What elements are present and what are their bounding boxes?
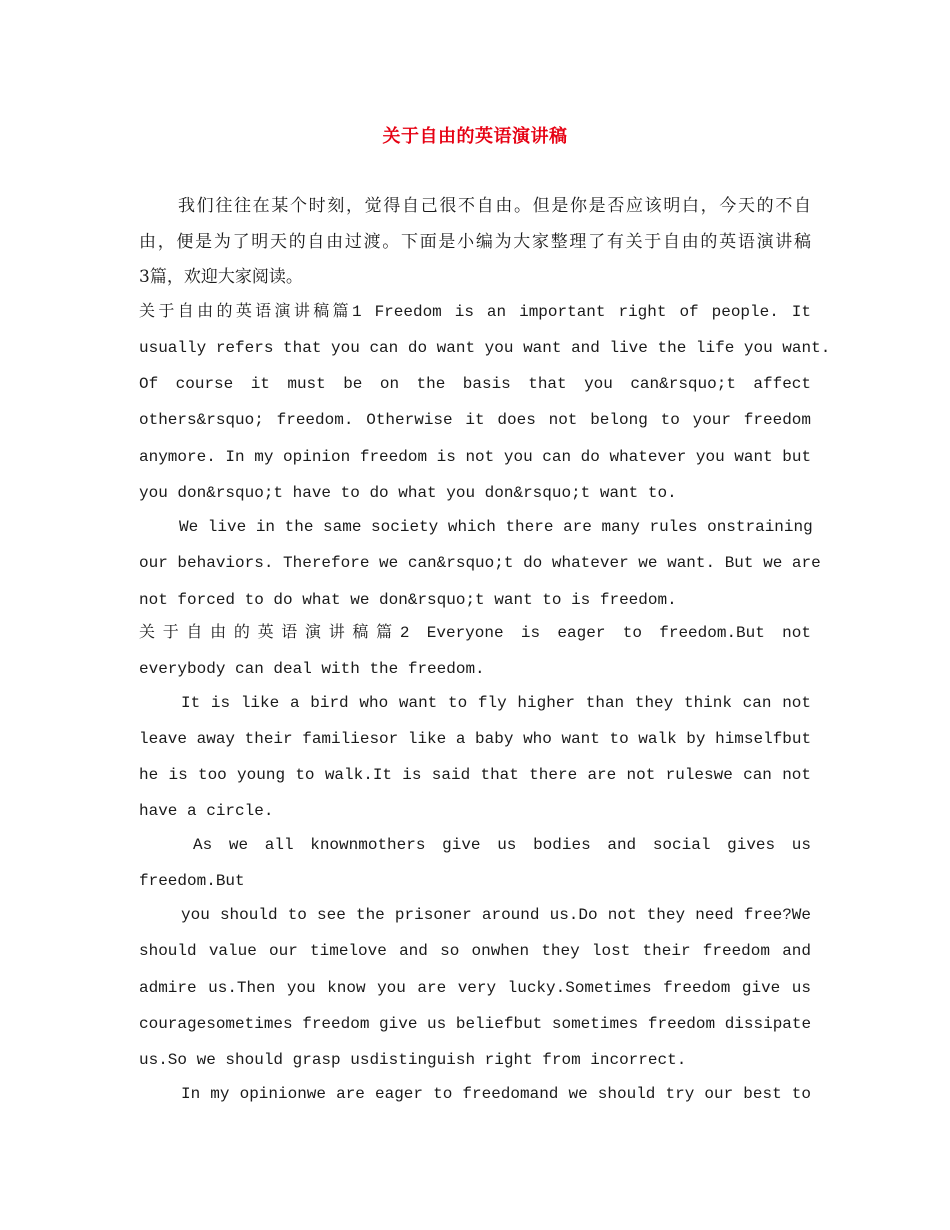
- speech-1-line: you don&rsquo;t have to do what you don&rsquo;t want to.: [139, 484, 677, 502]
- intro-line-3: 3篇，欢迎大家阅读。: [139, 267, 303, 287]
- speech-2-para-4-line: couragesometimes freedom give us beliefbut sometimes freedom dissipate: [139, 1015, 812, 1033]
- speech-2-para-2-line: leave away their familiesor like a baby who want to walk by himselfbut: [139, 730, 812, 748]
- speech-2-para-5-line: In my opinionwe are eager to freedomand we should try our best to: [181, 1085, 811, 1103]
- speech-2-para-4-line: us.So we should grasp usdistinguish right from incorrect.: [139, 1051, 687, 1069]
- speech-1-line: Of course it must be on the basis that you can&rsquo;t affect: [139, 375, 811, 393]
- speech-1-heading-line: 关于自由的英语演讲稿篇1 Freedom is an important right of people. It: [139, 303, 811, 321]
- speech-2-para-4-line: you should to see the prisoner around us.Do not they need free?We: [181, 906, 811, 924]
- speech-2-para-2-line: It is like a bird who want to fly higher than they think can not: [181, 694, 811, 712]
- speech-2-heading-line: 关于自由的英语演讲稿篇2 Everyone is eager to freedom.But not: [139, 624, 811, 642]
- speech-2-para-3-line: As we all knownmothers give us bodies and social gives us: [193, 836, 811, 854]
- speech-1-line: anymore. In my opinion freedom is not you can do whatever you want but: [139, 448, 812, 466]
- intro-line-1: 我们往往在某个时刻，觉得自己很不自由。但是你是否应该明白，今天的不自: [178, 196, 811, 216]
- speech-2-para-2-line: have a circle.: [139, 802, 274, 820]
- speech-2-para-4-line: admire us.Then you know you are very lucky.Sometimes freedom give us: [139, 979, 811, 997]
- speech-1-line: usually refers that you can do want you want and live the life you want.: [139, 339, 831, 357]
- intro-line-2: 由，便是为了明天的自由过渡。下面是小编为大家整理了有关于自由的英语演讲稿: [139, 232, 811, 252]
- speech-1-para-2-line: We live in the same society which there are many rules onstraining: [179, 518, 813, 536]
- document-title: 关于自由的英语演讲稿: [382, 126, 568, 147]
- speech-2-para-2-line: he is too young to walk.It is said that there are not ruleswe can not: [139, 766, 811, 784]
- speech-1-line: others&rsquo; freedom. Otherwise it does not belong to your freedom: [139, 411, 811, 429]
- speech-2-para-3-line: freedom.But: [139, 872, 245, 890]
- speech-1-para-2-line: not forced to do what we don&rsquo;t want to is freedom.: [139, 591, 677, 609]
- speech-2-para-4-line: should value our timelove and so onwhen they lost their freedom and: [139, 942, 811, 960]
- speech-2-line: everybody can deal with the freedom.: [139, 660, 485, 678]
- speech-1-para-2-line: our behaviors. Therefore we can&rsquo;t do whatever we want. But we are: [139, 554, 821, 572]
